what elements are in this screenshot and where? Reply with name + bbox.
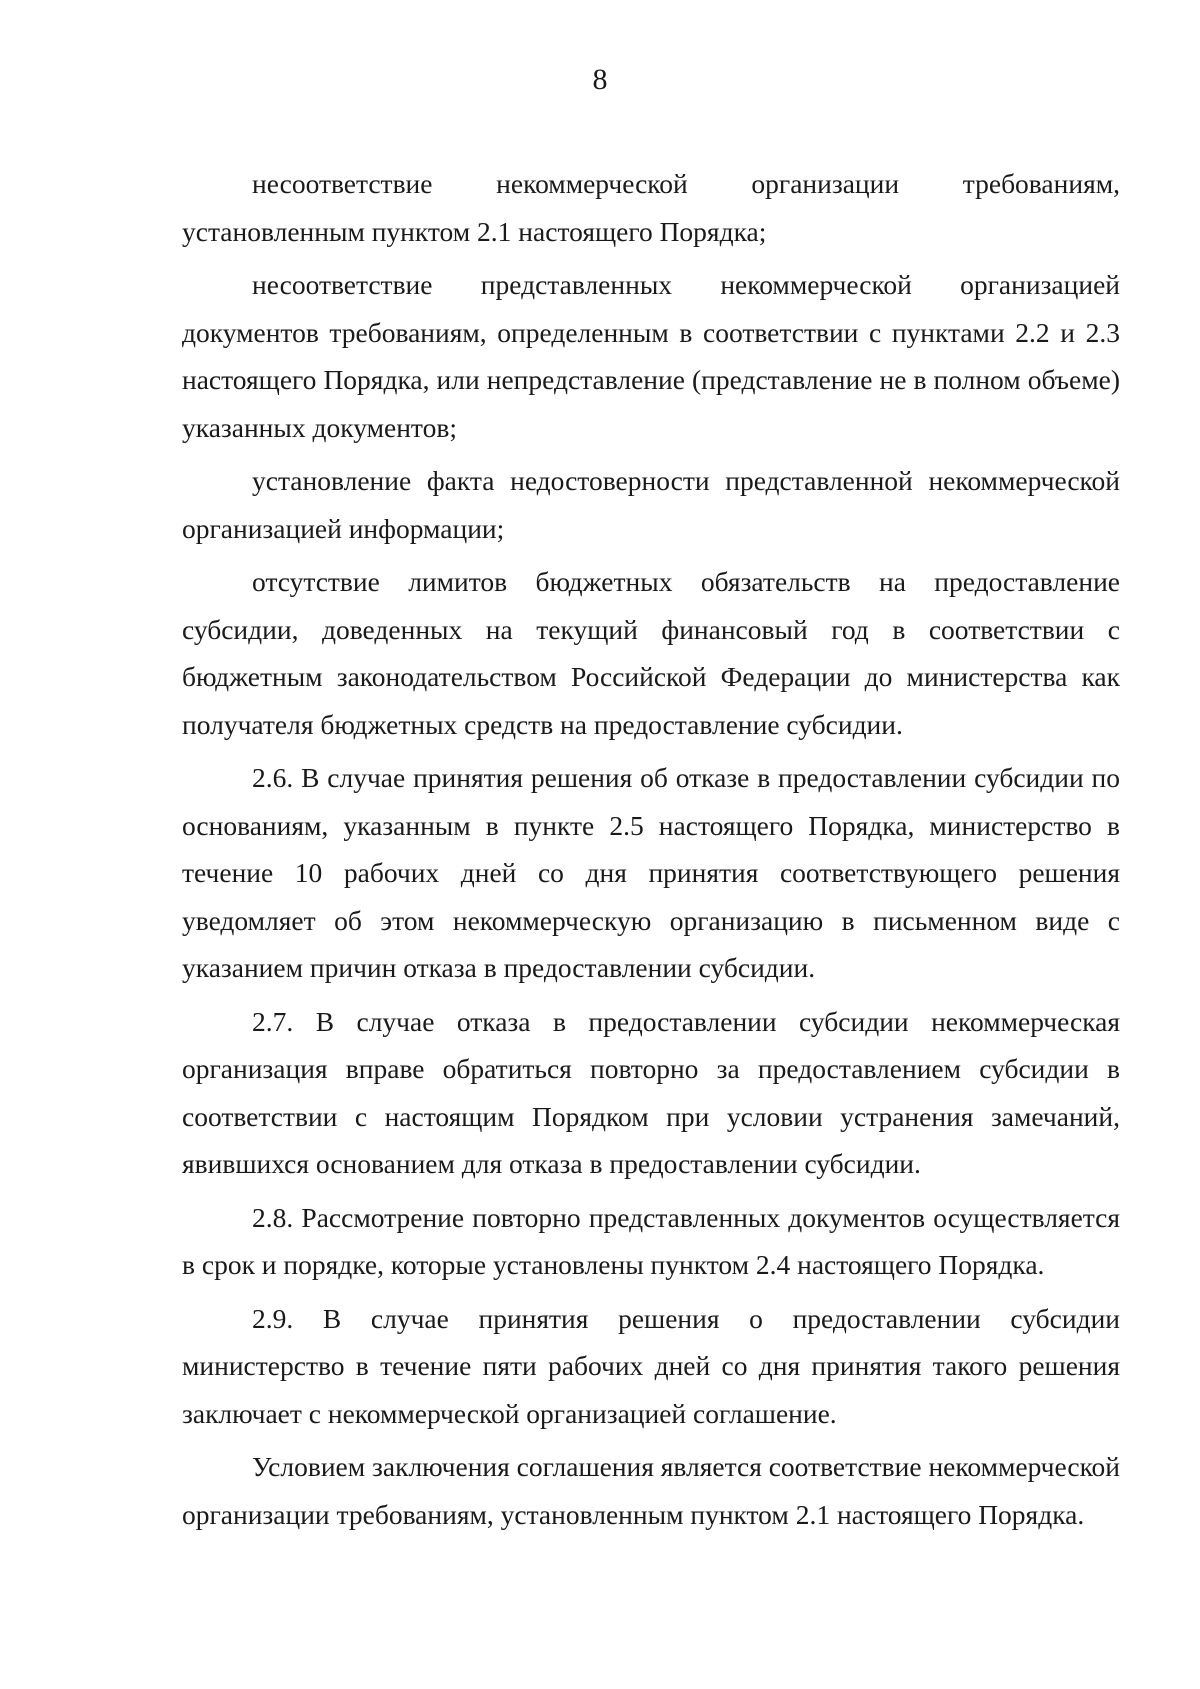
paragraph-budget-limits: отсутствие лимитов бюджетных обязательств на предоставление субсидии, доведенных на текущий финансовый год в соответствии с бюджетным законодательством Российской Федерации до министерства как получателя бюджетных средств на предоставление субсидии.	[182, 566, 1120, 740]
paragraph-section-2-6: 2.6. В случае принятия решения об отказе в предоставлении субсидии по основаниям, указанным в пункте 2.5 настоящего Порядка, министерство в течение 10 рабочих дней со дня принятия соответствующего решения уведомляет об этом некоммерческую организацию в письменном виде с указанием причин отказа в предоставлении субсидии.	[182, 762, 1120, 983]
paragraph-section-2-9: 2.9. В случае принятия решения о предоставлении субсидии министерство в течение пяти рабочих дней со дня принятия такого решения заключает с некоммерческой организацией соглашение.	[182, 1302, 1120, 1429]
paragraph-noncompliance-documents: несоответствие представленных некоммерческой организацией документов требованиям, определенным в соответствии с пунктами 2.2 и 2.3 настоящего Порядка, или непредставление (представление не в полном объеме) указанных документов;	[182, 269, 1120, 443]
paragraph-section-2-8: 2.8. Рассмотрение повторно представленных документов осуществляется в срок и порядке, которые установлены пунктом 2.4 настоящего Порядка.	[182, 1201, 1120, 1280]
paragraph-noncompliance-requirements: несоответствие некоммерческой организации требованиям, установленным пунктом 2.1 настоящего Порядка;	[182, 168, 1120, 247]
page-number: 8	[592, 63, 608, 96]
paragraph-section-2-7: 2.7. В случае отказа в предоставлении субсидии некоммерческая организация вправе обратиться повторно за предоставлением субсидии в соответствии с настоящим Порядком при условии устранения замечаний, явившихся основанием для отказа в предоставлении субсидии.	[182, 1005, 1120, 1179]
paragraph-false-information: установление факта недостоверности представленной некоммерческой организацией информации;	[182, 465, 1120, 544]
paragraph-agreement-condition: Условием заключения соглашения является соответствие некоммерческой организации требованиям, установленным пунктом 2.1 настоящего Порядка.	[182, 1451, 1121, 1530]
document-body	[182, 160, 1120, 1538]
